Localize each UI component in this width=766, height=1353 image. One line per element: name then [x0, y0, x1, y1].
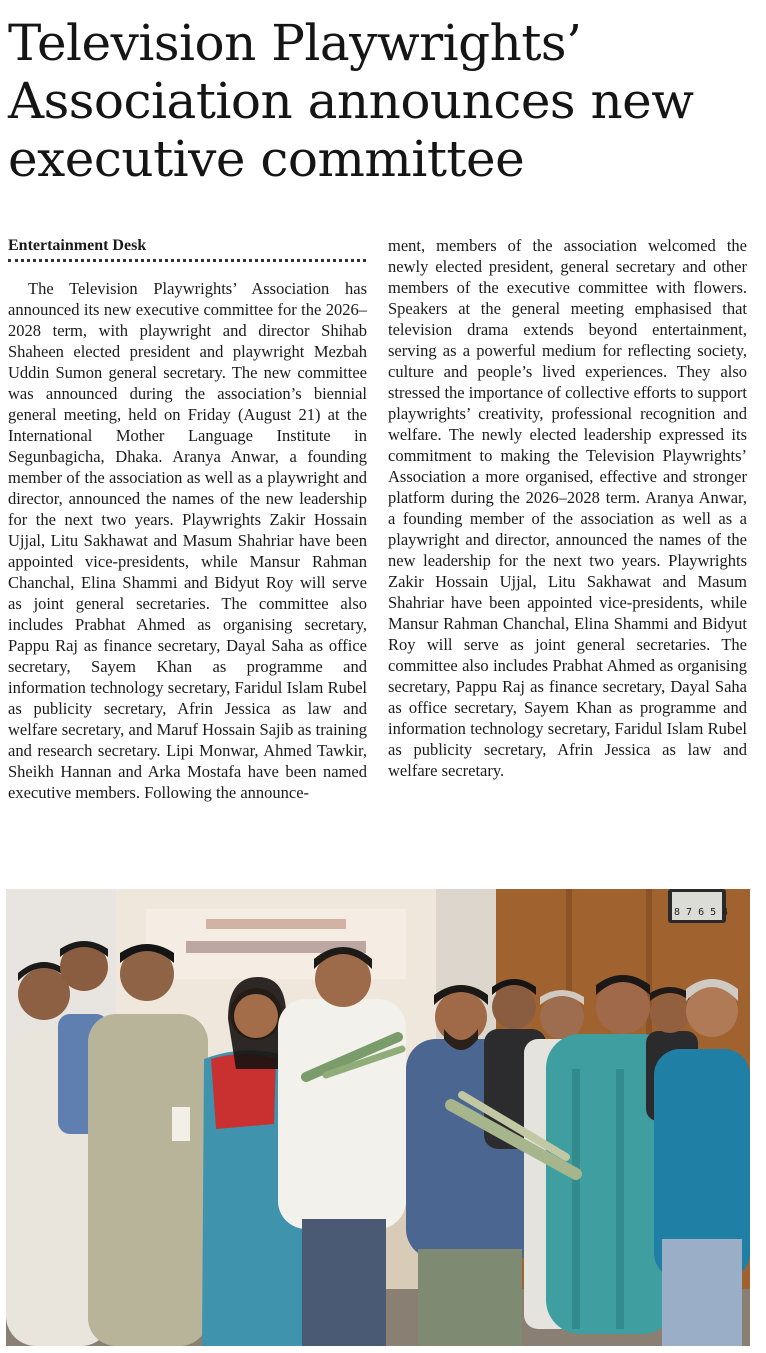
article-column-right: ment, members of the association welcomed the newly elected president, general secretary and other members of the executive committee with flowers. Speakers at the general meeting emphasised that television drama extends beyond entertainment, serving as a powerful medium for reflecting society, culture and people’s lived experiences. They also stressed the importance of collective efforts to support playwrights’ creativity, professional recognition and welfare. The newly elected leadership expressed its commitment to making the Television Playwrights’ Association a more organised, effective and stronger platform during the 2026–2028 term. Aranya Anwar, a founding member of the association as well as a playwright and director, announced the names of the new leadership for the next two years. Playwrights Zakir Hossain Ujjal, Litu Sakhawat and Masum Shahriar have been appointed vice-presidents, while Mansur Rahman Chanchal, Elina Shammi and Bidyut Roy will serve as joint general secretaries. The committee also includes Prabhat Ahmed as organising secretary, Pappu Raj as finance secretary, Dayal Saha as office secretary, Sayem Khan as programme and information technology secretary, Faridul Islam Rubel as publicity secretary, Afrin Jessica as law and welfare secretary.: [388, 236, 747, 780]
wall-clock: [668, 889, 728, 923]
byline-divider: [8, 259, 366, 262]
headline: Television Playwrights’ Association announces new executive committee: [8, 14, 694, 188]
article-column-left: The Television Playwrights’ Association has announced its new executive committee for the 2026–2028 term, with playwright and director Shihab Shaheen elected president and playwright Mezbah Uddin Sumon general secretary. The new committee was announced during the association’s biennial general meeting, held on Friday (August 21) at the International Mother Language Institute in Segunbagicha, Dhaka. Aranya Anwar, a founding member of the association as well as a playwright and director, announced the names of the new leadership for the next two years. Playwrights Zakir Hossain Ujjal, Litu Sakhawat and Masum Shahriar have been appointed vice-presidents, while Mansur Rahman Chanchal, Elina Shammi and Bidyut Roy will serve as joint general secretaries. The committee also includes Prabhat Ahmed as organising secretary, Pappu Raj as finance secretary, Dayal Saha as office secretary, Sayem Khan as programme and information technology secretary, Faridul Islam Rubel as publicity secretary, Afrin Jessica as law and welfare secretary, and Maruf Hossain Sajib as training and research secretary. Lipi Monwar, Ahmed Tawkir, Sheikh Hannan and Arka Mostafa have been named executive members. Following the announce-: [8, 279, 367, 802]
event-photo-illustration: [6, 889, 750, 1346]
byline: Entertainment Desk: [8, 237, 147, 254]
svg-text:8 7 6 5 4: 8 7 6 5 4: [674, 907, 729, 918]
event-photo: [6, 889, 750, 1346]
